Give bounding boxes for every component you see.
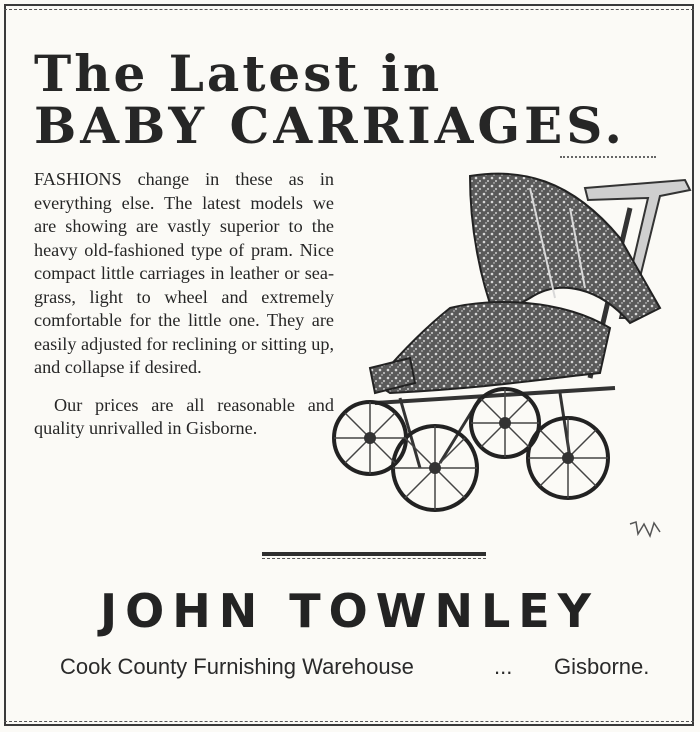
bottom-border-rule [4, 721, 694, 722]
headline-underline [560, 156, 656, 158]
section-divider [262, 552, 486, 556]
business-name: Cook County Furnishing Warehouse [60, 654, 414, 679]
top-border-rule [4, 9, 694, 10]
ad-paragraph-1: FASHIONS change in these as in everything else. The latest models we are showing are vastly superior to the heavy old-fashioned type of pram. Nice compact little carriages in leather or sea-grass, light to wheel and extremely comfortable for the little one. They are easily adjusted for reclining or sitting up, and collapse if desired. [34, 169, 334, 377]
section-divider-dashed [262, 558, 486, 559]
ad-paragraph-2: Our prices are all reasonable and quality unrivalled in Gisborne. [34, 394, 334, 438]
town-name: Gisborne. [554, 654, 650, 679]
separator: ... [494, 654, 513, 679]
decorative-mark [628, 520, 664, 540]
ad-body [34, 168, 334, 441]
baby-carriage-icon [330, 168, 695, 528]
headline-line-1: The Latest in [34, 44, 443, 103]
company-name: JOHN TOWNLEY [100, 584, 599, 638]
headline-line-2: BABY CARRIAGES. [34, 96, 626, 155]
